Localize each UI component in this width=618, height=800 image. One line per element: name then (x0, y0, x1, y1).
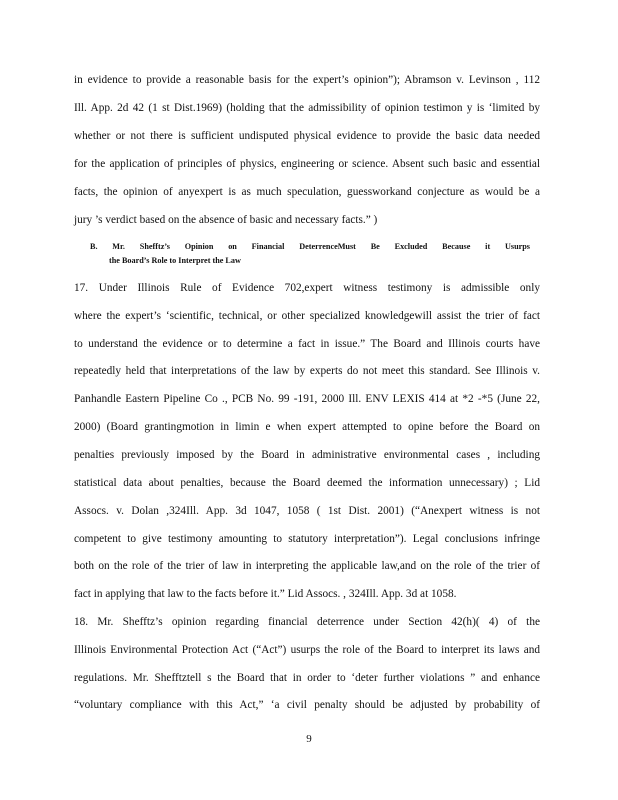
section-heading: B. Mr. Shefftz’s Opinion on Financial DeterrenceMust Be Excluded Because it Usurps (90, 242, 530, 251)
paragraph-18-line: regulations. Mr. Shefftztell s the Board that in order to ‘deter further violations ” and enhance (74, 672, 540, 684)
paragraph-17-line: Panhandle Eastern Pipeline Co ., PCB No. 99 -191, 2000 Ill. ENV LEXIS 414 at *2 -*5 (June 22, (74, 393, 540, 405)
paragraph-17-line: penalties previously imposed by the Board in administrative environmental cases , including (74, 449, 540, 461)
page-number: 9 (306, 733, 312, 745)
text-line: in evidence to provide a reasonable basis for the expert’s opinion”); Abramson v. Levinson , 112 (74, 74, 540, 86)
paragraph-17-line: fact in applying that law to the facts before it.” Lid Assocs. , 324Ill. App. 3d at 1058. (74, 588, 457, 600)
paragraph-17-line: Assocs. v. Dolan ,324Ill. App. 3d 1047, 1058 ( 1st Dist. 2001) (“Anexpert witness is not (74, 505, 540, 517)
paragraph-17-line: both on the role of the trier of law in interpreting the applicable law,and on the role of the trier of (74, 560, 540, 572)
text-line: whether or not there is sufficient undisputed physical evidence to provide the basic data needed (74, 130, 540, 142)
paragraph-18-line: “voluntary compliance with this Act,” ‘a civil penalty should be adjusted by probability of (74, 699, 540, 711)
section-heading: the Board’s Role to Interpret the Law (109, 256, 241, 265)
paragraph-17-line: to understand the evidence or to determine a fact in issue.” The Board and Illinois courts have (74, 338, 540, 350)
paragraph-17-line: 2000) (Board grantingmotion in limin e when expert attempted to opine before the Board on (74, 421, 540, 433)
paragraph-17-line: repeatedly held that interpretations of the law by experts do not meet this standard. See Illinois v. (74, 365, 540, 377)
paragraph-18-line: 18. Mr. Shefftz’s opinion regarding financial deterrence under Section 42(h)( 4) of the (74, 616, 540, 628)
paragraph-17-line: competent to give testimony amounting to statutory interpretation”). Legal conclusions infringe (74, 533, 540, 545)
text-line: for the application of principles of physics, engineering or science. Absent such basic and essential (74, 158, 540, 170)
text-line: Ill. App. 2d 42 (1 st Dist.1969) (holding that the admissibility of opinion testimon y is ‘limited by (74, 102, 540, 114)
paragraph-18-line: Illinois Environmental Protection Act (“Act”) usurps the role of the Board to interpret its laws and (74, 644, 540, 656)
text-line: jury ’s verdict based on the absence of basic and necessary facts.” ) (74, 214, 378, 226)
paragraph-17-line: statistical data about penalties, because the Board deemed the information unnecessary) ; Lid (74, 477, 540, 489)
paragraph-17-line: 17. Under Illinois Rule of Evidence 702,expert witness testimony is admissible only (74, 282, 540, 294)
paragraph-17-line: where the expert’s ‘scientific, technical, or other specialized knowledgewill assist the trier of fact (74, 310, 540, 322)
text-line: facts, the opinion of anyexpert is as much speculation, guessworkand conjecture as would be a (74, 186, 540, 198)
